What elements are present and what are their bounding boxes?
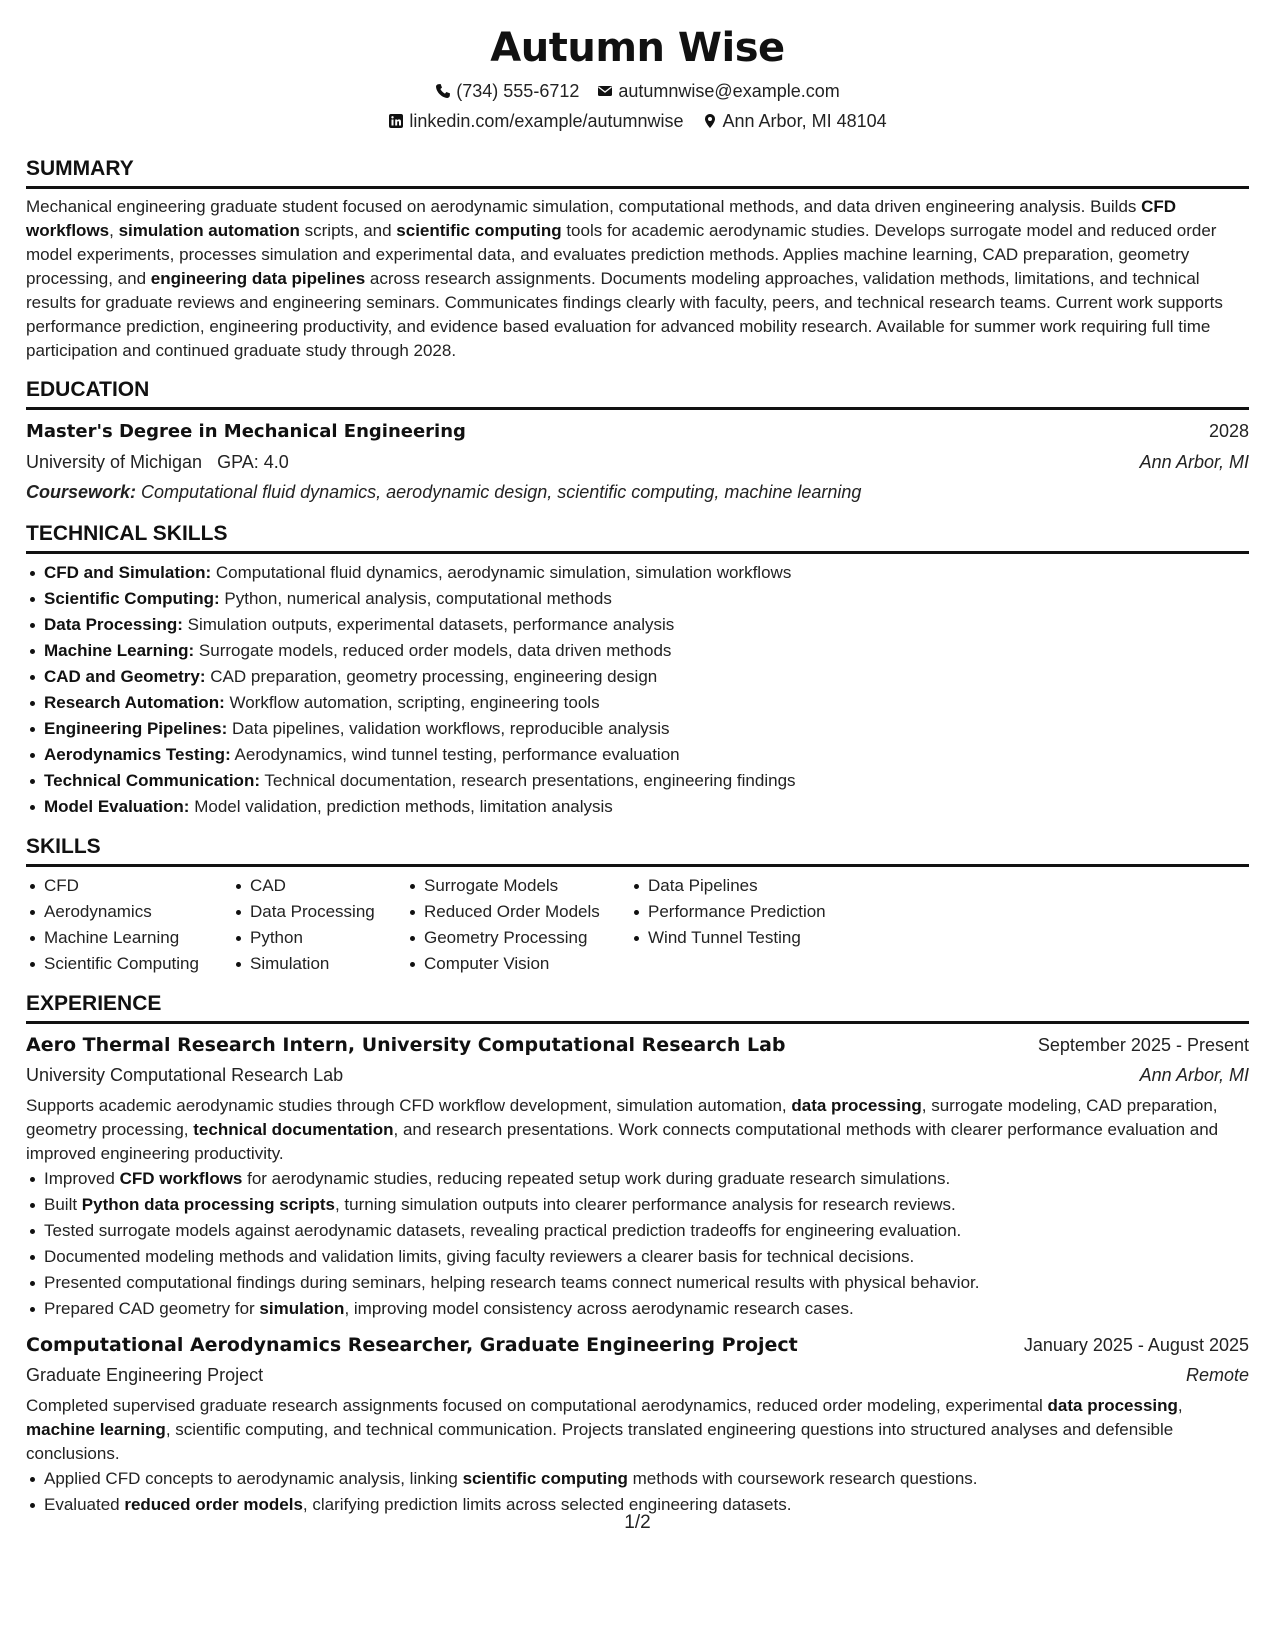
technical-skill-item <box>26 690 1249 716</box>
text-run: Applied CFD concepts to aerodynamic analysis, linking <box>44 1469 463 1488</box>
map-pin-icon <box>702 113 718 129</box>
education-divider <box>26 407 1249 410</box>
linkedin-text[interactable]: linkedin.com/example/autumnwise <box>409 111 684 131</box>
contact-line-2 <box>26 106 1249 136</box>
job-title: Aero Thermal Research Intern, University Computational Research Lab <box>26 1034 786 1056</box>
text-run: Tested surrogate models against aerodynamic datasets, revealing practical prediction tradeoffs for engineering evaluation. <box>44 1221 962 1240</box>
job-title: Computational Aerodynamics Researcher, Graduate Engineering Project <box>26 1334 798 1356</box>
technical-skill-text: Surrogate models, reduced order models, data driven methods <box>198 641 672 660</box>
bold-phrase: CFD workflows <box>26 197 1177 240</box>
text-run: tools for academic aerodynamic studies. Develops surrogate model and reduced order model experiments, processes simulation and experimental data, and evaluates prediction methods. Applies machine learning, CAD preparation, geometry processing, and <box>26 221 1217 288</box>
location-text: Ann Arbor, MI 48104 <box>722 111 887 131</box>
text-run: Completed supervised graduate research assignments focused on computational aerodynamics, reduced order modeling, experimental <box>26 1396 1048 1415</box>
experience-heading: EXPERIENCE <box>26 992 162 1015</box>
skill-item: Surrogate Models <box>406 873 630 899</box>
experience-list <box>26 1030 1249 1518</box>
job-bullets <box>26 1466 1249 1518</box>
technical-skill-item <box>26 768 1249 794</box>
technical-skill-item <box>26 586 1249 612</box>
bold-phrase: technical documentation <box>193 1120 394 1139</box>
technical-skill-text: CAD preparation, geometry processing, engineering design <box>210 667 658 686</box>
text-run: Supports academic aerodynamic studies through CFD workflow development, simulation automation, <box>26 1096 792 1115</box>
coursework-label: Coursework: <box>26 482 137 502</box>
technical-skill-text: Aerodynamics, wind tunnel testing, performance evaluation <box>234 745 680 764</box>
technical-skill-text: Model validation, prediction methods, limitation analysis <box>194 797 613 816</box>
text-run: , <box>109 221 119 240</box>
text-run: , and research presentations. Work connects computational methods with clearer performance evaluation and improved engineering productivity. <box>26 1120 1219 1163</box>
technical-skills-list <box>26 560 1249 820</box>
bold-phrase: scientific computing <box>396 221 562 240</box>
text-run: for aerodynamic studies, reducing repeated setup work during graduate research simulations. <box>242 1169 951 1188</box>
bold-phrase: machine learning <box>26 1420 166 1439</box>
linkedin-icon <box>388 113 404 129</box>
job-bullets <box>26 1166 1249 1322</box>
job-header-row <box>26 1330 1249 1360</box>
job-bullet <box>26 1218 1249 1244</box>
technical-skill-item <box>26 742 1249 768</box>
text-run: across research assignments. Documents modeling approaches, validation methods, limitations, and technical results for graduate reviews and engineering seminars. Communicates findings clearly with faculty, peers, and technical research teams. Current work supports performance prediction, engineering productivity, and evidence based evaluation for advanced mobility research. Available for summer work requiring full time participation and continued graduate study through 2028. <box>26 269 1223 360</box>
skill-item: Python <box>232 925 406 951</box>
text-run: Prepared CAD geometry for <box>44 1299 260 1318</box>
technical-skill-text: Simulation outputs, experimental datasets, performance analysis <box>187 615 675 634</box>
coursework-text: Computational fluid dynamics, aerodynamic design, scientific computing, machine learning <box>141 482 862 502</box>
technical-skill-label: Engineering Pipelines: <box>44 719 228 738</box>
text-run: , <box>1177 1396 1183 1415</box>
technical-skill-text: Python, numerical analysis, computational methods <box>224 589 612 608</box>
skill-item: CAD <box>232 873 406 899</box>
bold-phrase: reduced order models <box>124 1495 303 1514</box>
technical-skill-label: Technical Communication: <box>44 771 260 790</box>
summary-divider <box>26 186 1249 189</box>
bold-phrase: CFD workflows <box>119 1169 243 1188</box>
technical-skill-label: CFD and Simulation: <box>44 563 212 582</box>
skill-item: Simulation <box>232 951 406 977</box>
summary-heading: SUMMARY <box>26 157 134 180</box>
job-dates: January 2025 - August 2025 <box>1023 1335 1249 1355</box>
school-location: Ann Arbor, MI <box>1139 452 1249 472</box>
text-run: Mechanical engineering graduate student focused on aerodynamic simulation, computational methods, and data driven engineering analysis. Builds <box>26 197 1142 216</box>
skills-column <box>406 873 630 977</box>
school-name: University of Michigan <box>26 452 203 472</box>
skill-item: Performance Prediction <box>630 899 850 925</box>
text-run: Presented computational findings during seminars, helping research teams connect numerical results with physical behavior. <box>44 1273 980 1292</box>
technical-skill-text: Technical documentation, research presentations, engineering findings <box>264 771 796 790</box>
job-summary <box>26 1394 1249 1466</box>
text-run: methods with coursework research questions. <box>627 1469 978 1488</box>
bold-phrase: simulation automation <box>118 221 300 240</box>
education-row-1 <box>26 416 1249 447</box>
job-location: Remote <box>1185 1365 1249 1385</box>
coursework-line <box>26 477 1249 507</box>
job-bullet <box>26 1166 1249 1192</box>
skills-divider <box>26 864 1249 867</box>
skills-column <box>26 873 232 977</box>
text-run: , clarifying prediction limits across selected engineering datasets. <box>302 1495 792 1514</box>
text-run: , scientific computing, and technical communication. Projects translated engineering questions into structured analyses and defensible conclusions. <box>26 1420 1174 1463</box>
technical-skill-label: Scientific Computing: <box>44 589 220 608</box>
contact-email[interactable] <box>597 76 839 106</box>
education-heading: EDUCATION <box>26 378 150 401</box>
skills-grid <box>26 873 1249 977</box>
technical-skill-label: CAD and Geometry: <box>44 667 206 686</box>
resume-page <box>26 20 1249 1518</box>
job-summary <box>26 1094 1249 1166</box>
technical-skill-label: Data Processing: <box>44 615 183 634</box>
school-line <box>26 447 289 477</box>
job-bullet <box>26 1270 1249 1296</box>
degree-title: Master's Degree in Mechanical Engineering <box>26 421 466 442</box>
skill-item: Reduced Order Models <box>406 899 630 925</box>
text-run: Built <box>44 1195 82 1214</box>
technical-skill-label: Aerodynamics Testing: <box>44 745 231 764</box>
technical-skills-heading: TECHNICAL SKILLS <box>26 522 228 545</box>
phone-icon <box>435 83 451 99</box>
technical-skill-item <box>26 612 1249 638</box>
skills-heading: SKILLS <box>26 835 101 858</box>
phone-text: (734) 555-6712 <box>456 81 580 101</box>
job-location: Ann Arbor, MI <box>1139 1065 1249 1085</box>
experience-entry <box>26 1030 1249 1322</box>
technical-skill-label: Research Automation: <box>44 693 225 712</box>
envelope-icon <box>597 83 613 99</box>
contact-linkedin[interactable] <box>388 106 683 136</box>
skill-item: Geometry Processing <box>406 925 630 951</box>
text-run: , surrogate modeling, CAD preparation, geometry processing, <box>26 1096 1218 1139</box>
job-bullet <box>26 1244 1249 1270</box>
contact-phone <box>435 76 579 106</box>
job-org-row <box>26 1060 1249 1090</box>
skill-item: Computer Vision <box>406 951 630 977</box>
technical-skill-text: Workflow automation, scripting, engineering tools <box>229 693 600 712</box>
skill-item: Machine Learning <box>26 925 232 951</box>
skill-item: Data Pipelines <box>630 873 850 899</box>
text-run: scripts, and <box>299 221 397 240</box>
candidate-name: Autumn Wise <box>490 25 785 71</box>
skill-item: Scientific Computing <box>26 951 232 977</box>
skill-item: Wind Tunnel Testing <box>630 925 850 951</box>
technical-skill-label: Machine Learning: <box>44 641 195 660</box>
technical-skills-divider <box>26 551 1249 554</box>
job-org-row <box>26 1360 1249 1390</box>
job-org: University Computational Research Lab <box>26 1065 344 1085</box>
job-bullet <box>26 1296 1249 1322</box>
technical-skill-item <box>26 560 1249 586</box>
job-dates: September 2025 - Present <box>1037 1035 1249 1055</box>
technical-skill-text: Data pipelines, validation workflows, reproducible analysis <box>232 719 670 738</box>
skill-item: Data Processing <box>232 899 406 925</box>
bold-phrase: data processing <box>1047 1396 1178 1415</box>
bold-phrase: scientific computing <box>462 1469 628 1488</box>
skill-item: Aerodynamics <box>26 899 232 925</box>
skills-column <box>232 873 406 977</box>
technical-skill-label: Model Evaluation: <box>44 797 190 816</box>
email-text[interactable]: autumnwise@example.com <box>618 81 840 101</box>
experience-entry <box>26 1330 1249 1518</box>
technical-skill-text: Computational fluid dynamics, aerodynamic simulation, simulation workflows <box>215 563 792 582</box>
contact-line-1 <box>26 76 1249 106</box>
skill-item: CFD <box>26 873 232 899</box>
bold-phrase: simulation <box>259 1299 345 1318</box>
degree-year: 2028 <box>1208 421 1249 441</box>
job-header-row <box>26 1030 1249 1060</box>
job-org: Graduate Engineering Project <box>26 1365 264 1385</box>
contact-location <box>702 106 887 136</box>
skills-column <box>630 873 850 977</box>
bold-phrase: data processing <box>791 1096 922 1115</box>
technical-skill-item <box>26 716 1249 742</box>
gpa: GPA: 4.0 <box>217 452 289 472</box>
experience-divider <box>26 1021 1249 1024</box>
text-run: Evaluated <box>44 1495 125 1514</box>
bold-phrase: engineering data pipelines <box>150 269 366 288</box>
text-run: , improving model consistency across aerodynamic research cases. <box>344 1299 854 1318</box>
technical-skill-item <box>26 664 1249 690</box>
text-run: Improved <box>44 1169 120 1188</box>
technical-skill-item <box>26 794 1249 820</box>
job-bullet <box>26 1192 1249 1218</box>
summary-text <box>26 195 1249 363</box>
technical-skill-item <box>26 638 1249 664</box>
bold-phrase: Python data processing scripts <box>81 1195 335 1214</box>
text-run: , turning simulation outputs into clearer performance analysis for research reviews. <box>334 1195 956 1214</box>
page-number: 1/2 <box>624 1512 651 1533</box>
text-run: Documented modeling methods and validation limits, giving faculty reviewers a clearer basis for technical decisions. <box>44 1247 915 1266</box>
education-row-2 <box>26 447 1249 477</box>
job-bullet <box>26 1466 1249 1492</box>
